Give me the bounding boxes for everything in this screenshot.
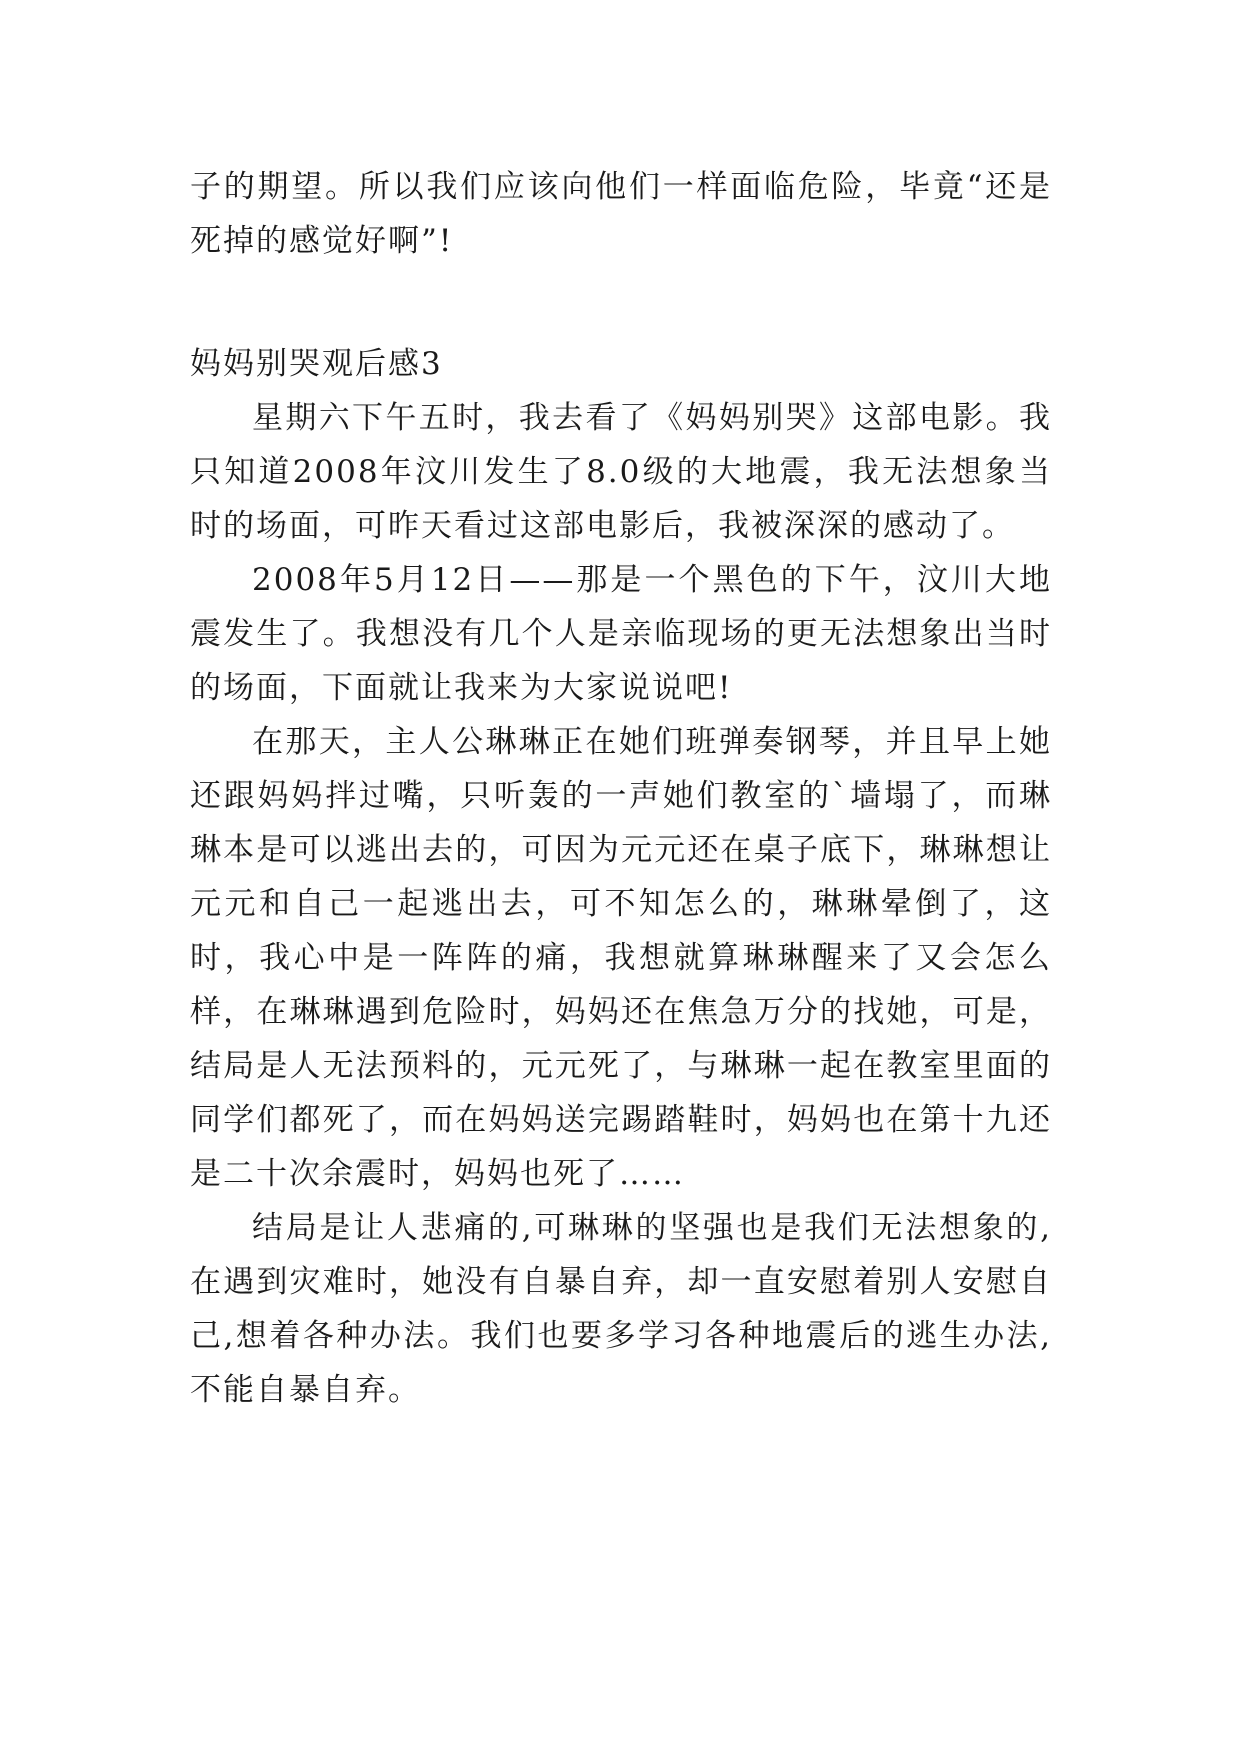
section-title: 妈妈别哭观后感3: [190, 346, 443, 382]
paragraph-3: 在那天，主人公琳琳正在她们班弹奏钢琴，并且早上她还跟妈妈拌过嘴，只听轰的一声她们教室的`墙塌了，而琳琳本是可以逃出去的，可因为元元还在桌子底下，琳琳想让元元和自己一起逃出去，可不知怎么的，琳琳晕倒了，这时，我心中是一阵阵的痛，我想就算琳琳醒来了又会怎么样，在琳琳遇到危险时，妈妈还在焦急万分的找她，可是，结局是人无法预料的，元元死了，与琳琳一起在教室里面的同学们都死了，而在妈妈送完踢踏鞋时，妈妈也在第十九还是二十次余震时，妈妈也死了……: [190, 724, 1052, 1192]
continued-text-block: [190, 160, 1052, 268]
paragraph-4: 结局是让人悲痛的,可琳琳的坚强也是我们无法想象的,在遇到灾难时，她没有自暴自弃，却一直安慰着别人安慰自己,想着各种办法。我们也要多学习各种地震后的逃生办法,不能自暴自弃。: [190, 1210, 1052, 1408]
continued-paragraph: 子的期望。所以我们应该向他们一样面临危险，毕竟“还是死掉的感觉好啊”!: [190, 169, 1052, 259]
essay-section: [190, 337, 1052, 1417]
paragraph-1: 星期六下午五时，我去看了《妈妈别哭》这部电影。我只知道2008年汶川发生了8.0级的大地震，我无法想象当时的场面，可昨天看过这部电影后，我被深深的感动了。: [190, 400, 1052, 544]
paragraph-2: 2008年5月12日——那是一个黑色的下午，汶川大地震发生了。我想没有几个人是亲临现场的更无法想象出当时的场面，下面就让我来为大家说说吧!: [190, 562, 1052, 706]
